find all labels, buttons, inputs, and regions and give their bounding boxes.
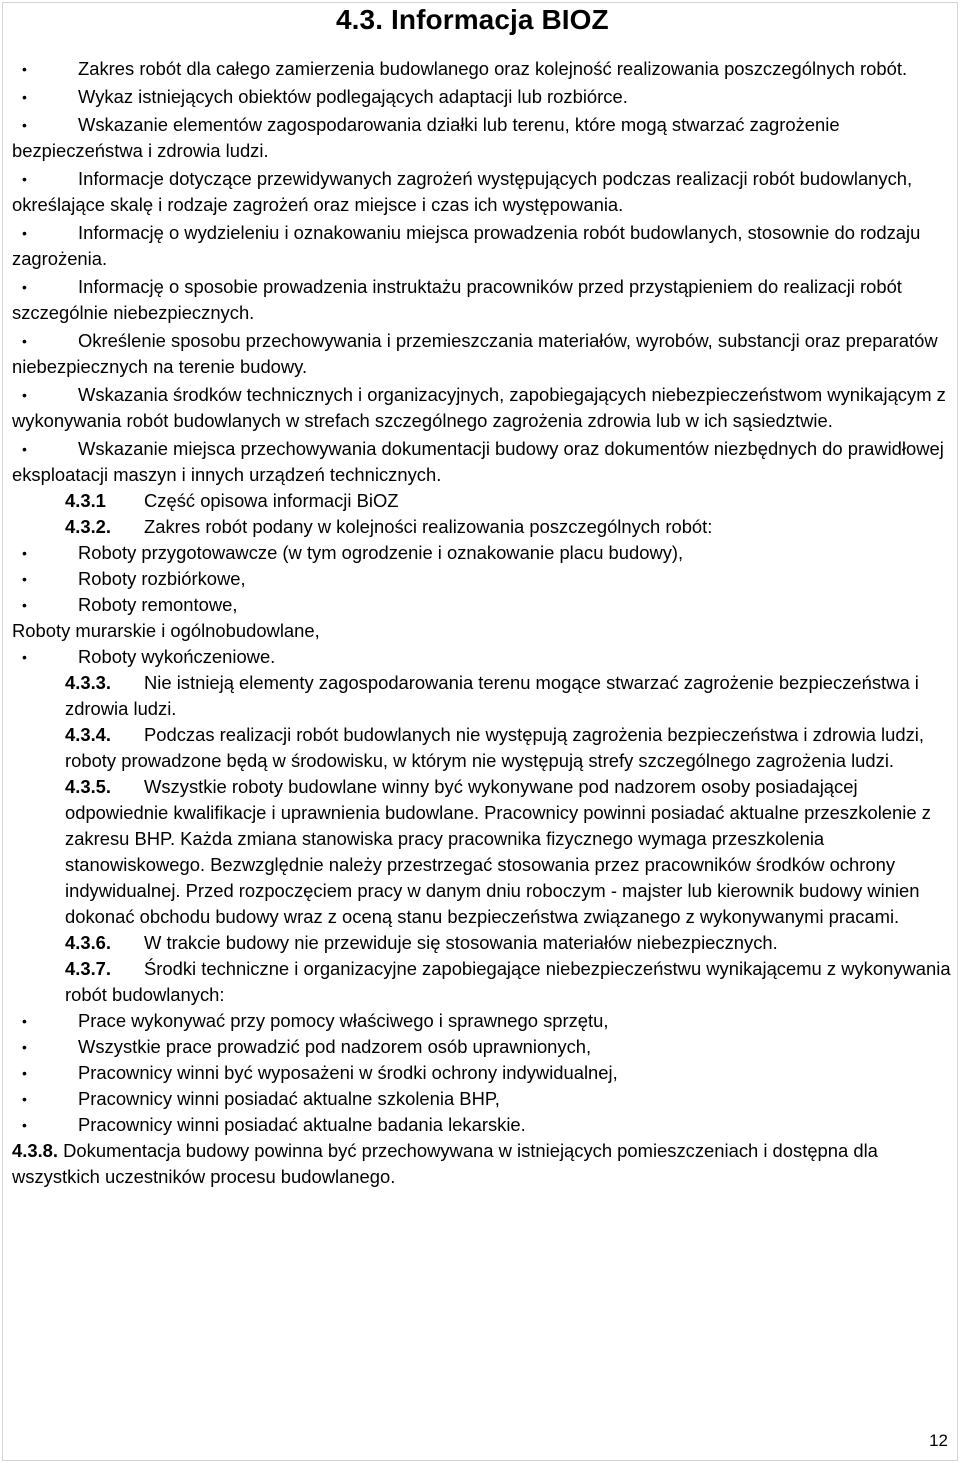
list-item (12, 112, 952, 164)
list-item-text: Wskazanie elementów zagospodarowania działki lub terenu, które mogą stwarzać zagrożenie bezpieczeństwa i zdrowia ludzi. (12, 114, 840, 161)
bullet-icon: • (22, 1091, 27, 1107)
list-item (12, 592, 952, 618)
bullet-icon: • (22, 117, 27, 133)
bullet-icon: • (22, 89, 27, 105)
list-item-text: Wszystkie prace prowadzić pod nadzorem osób uprawnionych, (78, 1036, 592, 1057)
list-item (12, 56, 952, 82)
subsection-number: 4.3.4. (65, 724, 112, 745)
document-body (12, 56, 952, 1190)
subsection-text: Środki techniczne i organizacyjne zapobiegające niebezpieczeństwu wynikającemu z wykonywania robót budowlanych: (65, 958, 951, 1005)
subsection-text: Zakres robót podany w kolejności realizowania poszczególnych robót: (144, 516, 713, 537)
subsection-text: Podczas realizacji robót budowlanych nie występują zagrożenia bezpieczeństwa i zdrowia ludzi, roboty prowadzone będą w środowisku, w którym nie występują strefy szczególnego zagrożenia ludzi. (65, 724, 924, 771)
list-item (12, 540, 952, 566)
subsection-text: Część opisowa informacji BiOZ (144, 490, 399, 511)
subsection-number: 4.3.1 (65, 490, 106, 511)
bullet-icon: • (22, 1065, 27, 1081)
list-item-text: Wskazanie miejsca przechowywania dokumentacji budowy oraz dokumentów niezbędnych do prawidłowej eksploatacji maszyn i innych urządzeń technicznych. (12, 438, 944, 485)
list-item (12, 436, 952, 488)
subsection-number: 4.3.2. (65, 516, 112, 537)
list-item-unbulleted: Roboty murarskie i ogólnobudowlane, (12, 620, 320, 641)
list-item (12, 1086, 952, 1112)
list-item-text: Pracownicy winni posiadać aktualne szkolenia BHP, (78, 1088, 500, 1109)
subsection-4-3-3 (12, 670, 952, 722)
list-item-text: Wskazania środków technicznych i organizacyjnych, zapobiegających niebezpieczeństwom wynikającym z wykonywania robót budowlanych w strefach szczególnego zagrożenia zdrowia lub w ich sąsiedztwie. (12, 384, 946, 431)
bullet-icon: • (22, 1117, 27, 1133)
bullet-icon: • (22, 387, 27, 403)
bullet-icon: • (22, 649, 27, 665)
bullet-icon: • (22, 441, 27, 457)
subsection-4-3-6 (12, 930, 952, 956)
list-item (12, 220, 952, 272)
list-item-text: Wykaz istniejących obiektów podlegających adaptacji lub rozbiórce. (78, 86, 628, 107)
subsection-text: W trakcie budowy nie przewiduje się stosowania materiałów niebezpiecznych. (144, 932, 778, 953)
subsection-number: 4.3.8. (12, 1140, 59, 1161)
list-item (12, 166, 952, 218)
bullet-icon: • (22, 571, 27, 587)
bullet-icon: • (22, 597, 27, 613)
bullet-icon: • (22, 61, 27, 77)
subsection-text: Nie istnieją elementy zagospodarowania terenu mogące stwarzać zagrożenie bezpieczeństwa i zdrowia ludzi. (65, 672, 919, 719)
list-item (12, 644, 952, 670)
list-item (12, 84, 952, 110)
subsection-4-3-8 (12, 1138, 952, 1190)
list-item (12, 566, 952, 592)
subsection-text: Dokumentacja budowy powinna być przechowywana w istniejących pomieszczeniach i dostępna dla wszystkich uczestników procesu budowlanego. (12, 1140, 878, 1187)
list-item-text: Pracownicy winni być wyposażeni w środki ochrony indywidualnej, (78, 1062, 618, 1083)
subsection-4-3-5 (12, 774, 952, 930)
bullet-icon: • (22, 225, 27, 241)
list-item-text: Roboty remontowe, (78, 594, 238, 615)
page-number: 12 (929, 1431, 948, 1450)
list-item (12, 382, 952, 434)
bullet-icon: • (22, 1039, 27, 1055)
list-item-text: Roboty przygotowawcze (w tym ogrodzenie i oznakowanie placu budowy), (78, 542, 684, 563)
list-item (12, 1112, 952, 1138)
bullet-icon: • (22, 171, 27, 187)
list-item-text: Informacje dotyczące przewidywanych zagrożeń występujących podczas realizacji robót budowlanych, określające skalę i rodzaje zagrożeń oraz miejsce i czas ich występowania. (12, 168, 913, 215)
subsection-number: 4.3.5. (65, 776, 112, 797)
subsection-text: Wszystkie roboty budowlane winny być wykonywane pod nadzorem osoby posiadającej odpowiednie kwalifikacje i uprawnienia budowlane. Pracownicy powinni posiadać aktualne przeszkolenie z zakresu BHP. Każda zmiana stanowiska pracy pracownika fizycznego wymaga przeszkolenia stanowiskowego. Bezwzględnie należy przestrzegać stosowania przez pracowników środków ochrony indywidualnej. Przed rozpoczęciem pracy w danym dniu roboczym - majster lub kierownik budowy winien dokonać obchodu budowy wraz z oceną stanu bezpieczeństwa związanego z wykonywanymi pracami. (65, 776, 931, 927)
list-item-text: Informację o sposobie prowadzenia instruktażu pracowników przed przystąpieniem do realizacji robót szczególnie niebezpiecznych. (12, 276, 902, 323)
list-item-text: Prace wykonywać przy pomocy właściwego i sprawnego sprzętu, (78, 1010, 609, 1031)
subsection-number: 4.3.6. (65, 932, 112, 953)
list-item-text: Zakres robót dla całego zamierzenia budowlanego oraz kolejność realizowania poszczególnych robót. (78, 58, 908, 79)
bullet-icon: • (22, 333, 27, 349)
list-item (12, 1008, 952, 1034)
list-item (12, 328, 952, 380)
section-heading: 4.3. Informacja BIOZ (336, 4, 609, 35)
subsection-4-3-4 (12, 722, 952, 774)
subsection-number: 4.3.3. (65, 672, 112, 693)
subsection-4-3-1 (12, 488, 952, 514)
bullet-icon: • (22, 279, 27, 295)
list-item-text: Określenie sposobu przechowywania i przemieszczania materiałów, wyrobów, substancji oraz preparatów niebezpiecznych na terenie budowy. (12, 330, 938, 377)
list-item (12, 1060, 952, 1086)
bullet-icon: • (22, 1013, 27, 1029)
list-item-text: Roboty rozbiórkowe, (78, 568, 246, 589)
list-item-text: Informację o wydzieleniu i oznakowaniu miejsca prowadzenia robót budowlanych, stosownie do rodzaju zagrożenia. (12, 222, 921, 269)
list-item (12, 1034, 952, 1060)
bullet-icon: • (22, 545, 27, 561)
list-item (12, 274, 952, 326)
subsection-number: 4.3.7. (65, 958, 112, 979)
subsection-4-3-7 (12, 956, 952, 1008)
subsection-4-3-2 (12, 514, 952, 540)
list-item-text: Roboty wykończeniowe. (78, 646, 276, 667)
list-item-text: Pracownicy winni posiadać aktualne badania lekarskie. (78, 1114, 526, 1135)
